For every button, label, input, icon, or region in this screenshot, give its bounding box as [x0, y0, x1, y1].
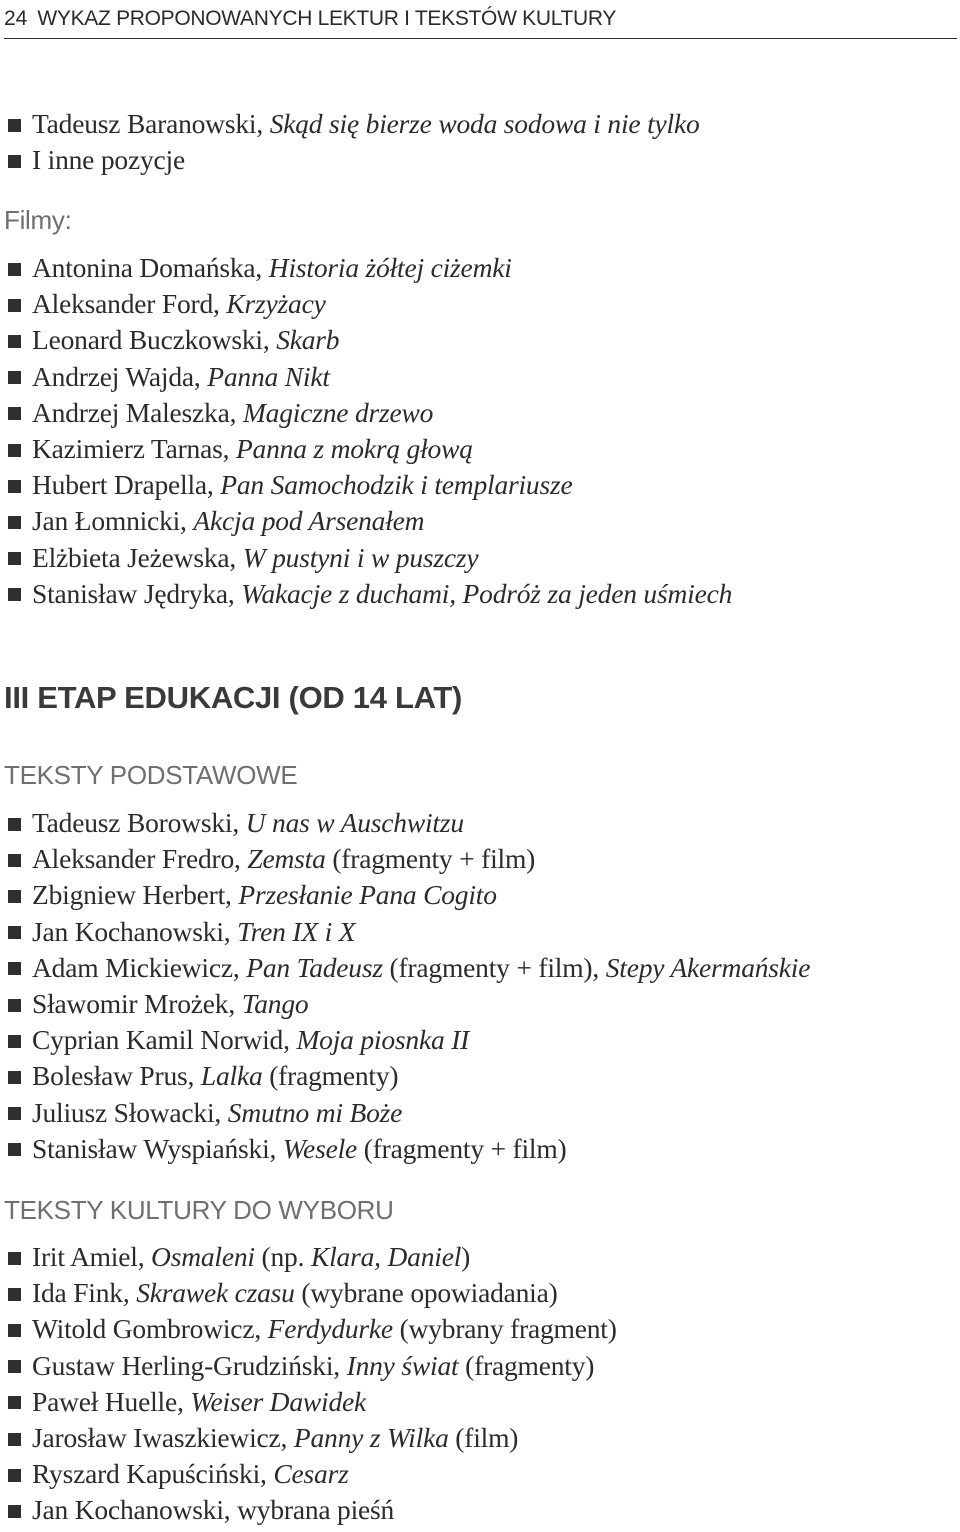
text-segment: Andrzej Wajda,: [32, 360, 208, 392]
square-bullet-icon: [8, 407, 21, 420]
title-segment: Lalka: [200, 1060, 263, 1092]
square-bullet-icon: [8, 1252, 21, 1265]
title-segment: Historia żółtej ciżemki: [268, 252, 512, 283]
title-segment: Krzyżacy: [226, 288, 326, 320]
list-item: [0, 1311, 617, 1347]
list-item-text: [32, 952, 810, 984]
text-segment: Cyprian Kamil Norwid,: [32, 1024, 297, 1056]
text-segment: Paweł Huelle,: [32, 1385, 191, 1417]
title-segment: Stepy Akermańskie: [605, 951, 811, 983]
list-item: [0, 142, 185, 178]
text-segment: (fragmenty + film): [357, 1132, 567, 1164]
square-bullet-icon: [8, 1505, 21, 1518]
stage-heading: III ETAP EDUKACJI (OD 14 LAT): [4, 680, 463, 715]
list-item-text: [32, 397, 433, 429]
list-item-text: [32, 324, 339, 356]
list-item: [0, 467, 573, 503]
square-bullet-icon: [8, 818, 21, 831]
square-bullet-icon: [8, 854, 21, 867]
list-item: [0, 877, 497, 913]
list-item: [0, 431, 473, 467]
title-segment: Inny świat: [346, 1349, 459, 1381]
square-bullet-icon: [8, 1107, 21, 1120]
text-segment: Stanisław Jędryka,: [32, 577, 242, 609]
text-segment: (wybrany fragment): [392, 1313, 617, 1345]
text-segment: Adam Mickiewicz,: [32, 951, 247, 983]
text-segment: I inne pozycje: [32, 144, 185, 176]
text-segment: Antonina Domańska,: [32, 252, 269, 283]
square-bullet-icon: [8, 588, 21, 601]
list-item-text: [32, 433, 473, 465]
text-segment: Aleksander Fredro,: [32, 843, 248, 875]
list-item: [0, 1456, 349, 1492]
page-number: 24: [4, 7, 28, 30]
text-segment: Andrzej Maleszka,: [32, 396, 243, 428]
title-segment: Wakacje z duchami, Podróż za jeden uśmiech: [241, 577, 733, 609]
list-item: [0, 322, 339, 358]
square-bullet-icon: [8, 1469, 21, 1482]
title-segment: Moja piosnka II: [296, 1024, 470, 1056]
list-item-text: [32, 1458, 349, 1490]
list-item: [0, 841, 535, 877]
title-segment: Pan Samochodzik i templariusze: [220, 469, 573, 501]
square-bullet-icon: [8, 1433, 21, 1446]
list-item: [0, 1275, 558, 1311]
text-segment: (fragmenty): [458, 1349, 595, 1381]
text-segment: Sławomir Mrożek,: [32, 988, 242, 1019]
title-segment: Smutno mi Boże: [227, 1096, 403, 1128]
text-segment: Jarosław Iwaszkiewicz,: [32, 1422, 294, 1453]
title-segment: Tango: [241, 988, 309, 1019]
list-item-text: [32, 1241, 470, 1273]
text-segment: Jan Łomnicki,: [32, 505, 194, 537]
list-item: [0, 1058, 398, 1094]
text-segment: Leonard Buczkowski,: [32, 324, 277, 356]
list-item-text: [32, 1494, 394, 1526]
square-bullet-icon: [8, 1360, 21, 1373]
title-segment: Akcja pod Arsenałem: [193, 505, 425, 537]
list-item-text: [32, 1024, 469, 1056]
text-segment: ): [461, 1241, 471, 1272]
square-bullet-icon: [8, 890, 21, 903]
list-item-text: [32, 144, 185, 176]
basic-texts-label: TEKSTY PODSTAWOWE: [4, 760, 298, 790]
square-bullet-icon: [8, 1396, 21, 1409]
list-item-text: [32, 505, 424, 537]
title-segment: Tren IX i X: [237, 915, 356, 947]
title-segment: Weiser Dawidek: [190, 1385, 367, 1417]
list-item: [0, 359, 330, 395]
list-item: [0, 950, 810, 986]
text-segment: Aleksander Ford,: [32, 288, 227, 320]
text-segment: (np.: [254, 1241, 311, 1272]
list-item-text: [32, 1350, 594, 1382]
text-segment: Ryszard Kapuściński,: [32, 1458, 274, 1490]
square-bullet-icon: [8, 999, 21, 1012]
list-item: [0, 106, 700, 142]
text-segment: Jan Kochanowski, wybrana pieśń: [32, 1494, 395, 1526]
title-segment: Klara, Daniel: [310, 1241, 462, 1272]
square-bullet-icon: [8, 299, 21, 312]
list-item: [0, 395, 433, 431]
text-segment: Witold Gombrowicz,: [32, 1313, 268, 1345]
page-header: [4, 0, 957, 39]
title-segment: Ferdydurke: [267, 1313, 393, 1345]
list-item: [0, 250, 512, 286]
title-segment: Przesłanie Pana Cogito: [238, 879, 497, 911]
list-item: [0, 1348, 594, 1384]
square-bullet-icon: [8, 335, 21, 348]
choice-texts-label: TEKSTY KULTURY DO WYBORU: [4, 1195, 394, 1225]
title-segment: Zemsta: [247, 843, 326, 875]
running-title: WYKAZ PROPONOWANYCH LEKTUR I TEKSTÓW KULTURY: [37, 7, 617, 30]
list-item-text: [32, 988, 308, 1020]
square-bullet-icon: [8, 1035, 21, 1048]
list-item: [0, 540, 478, 576]
square-bullet-icon: [8, 263, 21, 276]
square-bullet-icon: [8, 516, 21, 529]
list-item-text: [32, 879, 497, 911]
list-item-text: [32, 1386, 366, 1418]
text-segment: (fragmenty + film),: [382, 951, 606, 983]
title-segment: Osmaleni: [151, 1241, 255, 1272]
title-segment: Pan Tadeusz: [246, 951, 383, 983]
list-item-text: [32, 807, 464, 839]
list-item-text: [32, 916, 355, 948]
square-bullet-icon: [8, 119, 21, 132]
list-item-text: [32, 1313, 617, 1345]
list-item: [0, 1492, 394, 1528]
text-segment: Hubert Drapella,: [32, 469, 221, 501]
square-bullet-icon: [8, 1324, 21, 1337]
list-item: [0, 1095, 402, 1131]
list-item-text: [32, 1133, 567, 1165]
list-item-text: [32, 108, 700, 140]
list-item: [0, 576, 732, 612]
title-segment: Wesele: [282, 1132, 358, 1164]
text-segment: Tadeusz Borowski,: [32, 807, 246, 838]
text-segment: Bolesław Prus,: [32, 1060, 201, 1092]
text-segment: Stanisław Wyspiański,: [32, 1132, 283, 1164]
square-bullet-icon: [8, 444, 21, 457]
list-item-text: [32, 252, 512, 284]
square-bullet-icon: [8, 1071, 21, 1084]
list-item: [0, 914, 355, 950]
text-segment: (film): [448, 1422, 519, 1453]
text-segment: (fragmenty + film): [325, 843, 536, 875]
title-segment: Cesarz: [273, 1458, 349, 1490]
list-item-text: [32, 288, 326, 320]
text-segment: Kazimierz Tarnas,: [32, 433, 236, 464]
square-bullet-icon: [8, 480, 21, 493]
films-label: Filmy:: [4, 205, 72, 235]
title-segment: Skarb: [276, 324, 340, 356]
square-bullet-icon: [8, 552, 21, 565]
text-segment: Zbigniew Herbert,: [32, 879, 239, 911]
text-segment: Ida Fink,: [32, 1277, 137, 1309]
list-item-text: [32, 578, 732, 610]
title-segment: Skąd się bierze woda sodowa i nie tylko: [269, 108, 700, 139]
list-item: [0, 1420, 518, 1456]
text-segment: Jan Kochanowski,: [32, 915, 238, 947]
square-bullet-icon: [8, 1143, 21, 1156]
list-item-text: [32, 1422, 518, 1454]
list-item-text: [32, 1277, 558, 1309]
list-item: [0, 1384, 366, 1420]
text-segment: Tadeusz Baranowski,: [32, 108, 270, 139]
list-item-text: [32, 542, 478, 574]
list-item: [0, 1022, 469, 1058]
list-item: [0, 805, 464, 841]
title-segment: U nas w Auschwitzu: [245, 807, 464, 838]
text-segment: (wybrane opowiadania): [294, 1277, 558, 1309]
list-item: [0, 1239, 470, 1275]
square-bullet-icon: [8, 962, 21, 975]
text-segment: Gustaw Herling-Grudziński,: [32, 1349, 347, 1381]
square-bullet-icon: [8, 1288, 21, 1301]
list-item: [0, 503, 424, 539]
title-segment: Panna z mokrą głową: [235, 433, 473, 464]
list-item-text: [32, 361, 330, 393]
list-item: [0, 286, 326, 322]
text-segment: (fragmenty): [262, 1060, 399, 1092]
list-item-text: [32, 469, 573, 501]
title-segment: Panny z Wilka: [293, 1422, 449, 1453]
square-bullet-icon: [8, 926, 21, 939]
list-item-text: [32, 1060, 398, 1092]
square-bullet-icon: [8, 371, 21, 384]
list-item: [0, 986, 308, 1022]
title-segment: W pustyni i w puszczy: [242, 541, 479, 573]
title-segment: Panna Nikt: [207, 360, 330, 392]
text-segment: Elżbieta Jeżewska,: [32, 541, 243, 573]
list-item: [0, 1131, 567, 1167]
title-segment: Skrawek czasu: [136, 1277, 295, 1309]
text-segment: Juliusz Słowacki,: [32, 1096, 228, 1128]
text-segment: Irit Amiel,: [32, 1241, 152, 1272]
list-item-text: [32, 1097, 402, 1129]
list-item-text: [32, 843, 535, 875]
title-segment: Magiczne drzewo: [242, 396, 434, 428]
square-bullet-icon: [8, 155, 21, 168]
